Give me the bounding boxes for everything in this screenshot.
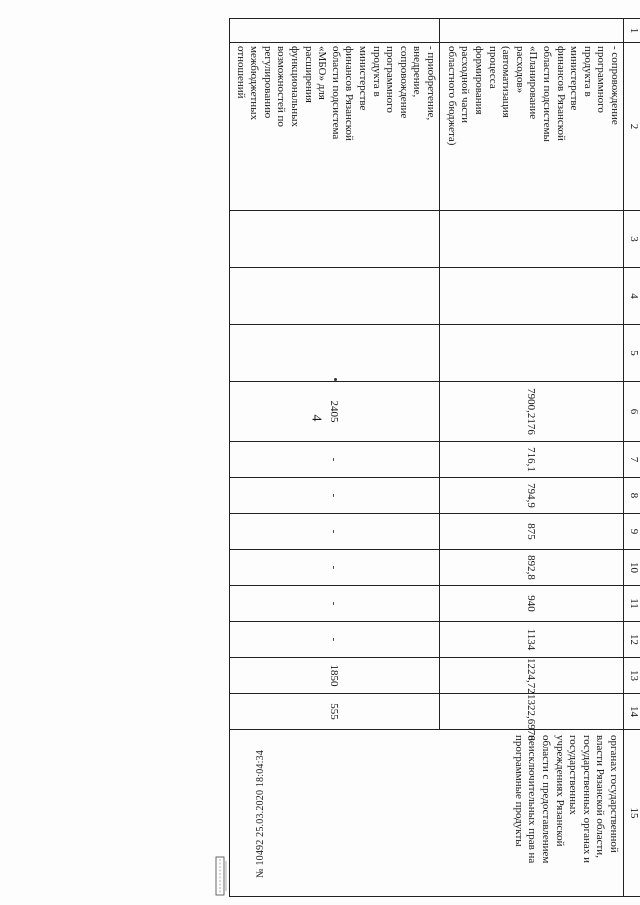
cell-description (230, 43, 440, 211)
desc-line: расходов» (513, 46, 526, 94)
registration-stamp: № 10492 25.03.2020 18:04:34 (255, 750, 266, 878)
cell-5 (440, 325, 624, 382)
desc-line: областного бюджета) (445, 46, 458, 146)
desc-line: (автоматизация (500, 46, 513, 118)
cell-value: 1134 (440, 622, 624, 658)
desc-line: функциональных (289, 46, 302, 128)
rotated-page (55, 18, 640, 896)
col-header: 4 (624, 268, 640, 325)
cell-1 (440, 19, 624, 43)
desc-line: продукта в (581, 46, 594, 97)
col-header: 3 (624, 211, 640, 268)
cell-value: 1850 (230, 658, 440, 694)
col-header: 10 (624, 550, 640, 586)
desc-line: - сопровождение (609, 46, 621, 125)
note-line: государственных (567, 735, 580, 815)
col-header: 1 (624, 19, 640, 43)
note-line: области с предоставлением (540, 735, 553, 864)
note-line: программные продукты (512, 735, 525, 847)
table-row (440, 19, 624, 897)
desc-line: отношений (234, 46, 247, 99)
cell-value: - (230, 550, 440, 586)
cell-value: 1322,6976 (440, 694, 624, 730)
col-header: 12 (624, 622, 640, 658)
desc-line: министерстве (568, 46, 581, 111)
cell-4 (440, 268, 624, 325)
desc-line: «Планирование (527, 46, 540, 120)
desc-line: расходной части (459, 46, 472, 123)
desc-line: возможностей по (275, 46, 288, 127)
cell-description (440, 43, 624, 211)
cell-total: 2405 (230, 382, 440, 442)
desc-line: расширения (302, 46, 315, 103)
cell-value: 940 (440, 586, 624, 622)
desc-line: формирования (473, 46, 486, 115)
col-header: 9 (624, 514, 640, 550)
desc-line: финансов Рязанской (343, 46, 356, 141)
cell-value: - (230, 622, 440, 658)
note-line: государственных органах и (580, 735, 593, 863)
desc-line: программного (595, 46, 608, 113)
cell-value: 555 (230, 694, 440, 730)
data-table (229, 18, 640, 897)
desc-line: области подсистемы (541, 46, 554, 142)
col-header: 5 (624, 325, 640, 382)
desc-line: министерстве (357, 46, 370, 111)
cell-total: 7900,2176 (440, 382, 624, 442)
desc-line: - приобретение, (425, 46, 437, 121)
cell-1 (230, 19, 440, 43)
col-header: 6 (624, 382, 640, 442)
header-row (624, 19, 640, 897)
cell-5 (230, 325, 440, 382)
cell-value: - (230, 442, 440, 478)
cell-value: 892,8 (440, 550, 624, 586)
note-line: учреждениях Рязанской (553, 735, 566, 847)
desc-line: области подсистема (329, 46, 342, 140)
col-header: 14 (624, 694, 640, 730)
desc-line: процесса (486, 46, 499, 89)
desc-line: межбюджетных (248, 46, 261, 121)
cell-value: - (230, 514, 440, 550)
cell-value: 716,1 (440, 442, 624, 478)
cell-value: 1224,72 (440, 658, 624, 694)
desc-line: программного (384, 46, 397, 113)
col-header: 8 (624, 478, 640, 514)
note-line: органах государственной (608, 735, 620, 853)
desc-line: продукта в (370, 46, 383, 97)
col-header: 15 (624, 730, 640, 897)
cell-4 (230, 268, 440, 325)
col-header: 2 (624, 43, 640, 211)
col-header: 7 (624, 442, 640, 478)
col-header: 13 (624, 658, 640, 694)
desc-line: финансов Рязанской (554, 46, 567, 141)
desc-line: внедрение, (411, 46, 424, 98)
page-number: 4 (308, 414, 324, 422)
cell-value: - (230, 586, 440, 622)
col-header: 11 (624, 586, 640, 622)
desc-line: регулированию (261, 46, 274, 119)
document-registration-logo-icon (215, 855, 229, 897)
cell-3 (230, 211, 440, 268)
note-line: неисключительных прав на (526, 735, 539, 864)
rotated-content (55, 18, 640, 896)
cell-3 (440, 211, 624, 268)
cell-note (230, 730, 624, 897)
cell-value: 875 (440, 514, 624, 550)
cell-value: 794,9 (440, 478, 624, 514)
desc-line: сопровождение (397, 46, 410, 119)
cell-value: - (230, 478, 440, 514)
note-line: власти Рязанской области, (594, 735, 607, 858)
desc-line: «МБО» для (316, 46, 329, 100)
